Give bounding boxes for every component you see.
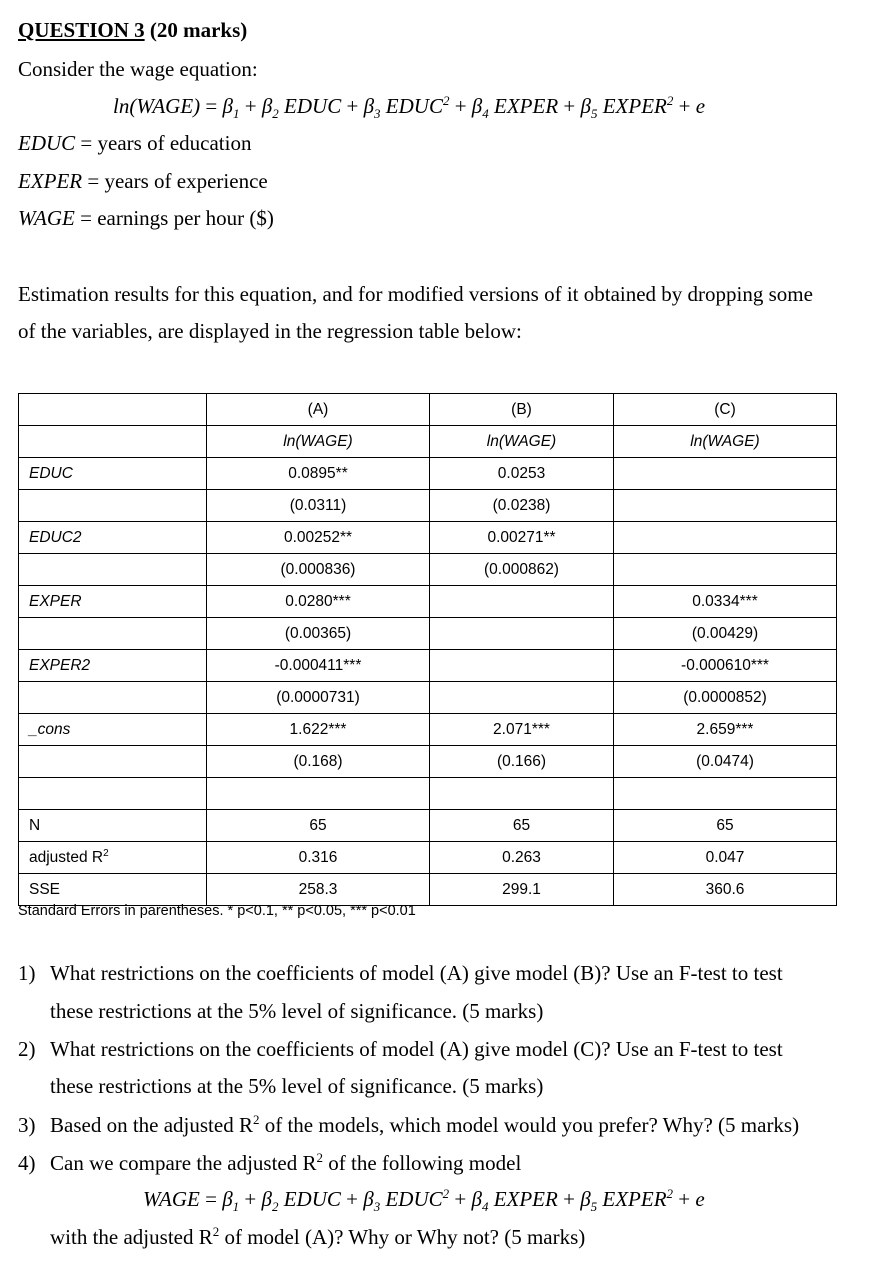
question-title <box>18 18 247 43</box>
table-row: EDUC 0.0895** 0.0253 <box>19 458 837 490</box>
table-row-empty <box>19 778 837 810</box>
estimation-text-2: of the variables, are displayed in the regression table below: <box>18 319 522 343</box>
table-row: EXPER 0.0280*** 0.0334*** <box>19 586 837 618</box>
question-4-cont: with the adjusted $R^2$ of model (A)? Why or Why not? (5 marks) <box>50 1224 586 1249</box>
col-header-c: (C) <box>614 394 837 426</box>
table-row: (0.168) (0.166) (0.0474) <box>19 746 837 778</box>
definition-educ: EDUC = years of education <box>18 131 252 155</box>
wage-equation-2: WAGE = $\beta_1 + \beta_2$ EDUC + $\beta_3$ $EDUC^2 + \beta_4$ EXPER + $\beta_5$ $EXPER^2 + e$ <box>143 1186 705 1215</box>
question-2-cont: these restrictions at the 5% level of significance. (5 marks) <box>50 1074 544 1098</box>
dep-var-row <box>19 426 837 458</box>
question-2: 2) What restrictions on the coefficients of model (A) give model (C)? Use an F-test to test <box>18 1037 783 1061</box>
question-3: 3) Based on the adjusted $R^2$ of the models, which model would you prefer? Why? (5 marks) <box>18 1112 800 1137</box>
dep-var-c: ln(WAGE) <box>614 426 837 458</box>
wage-equation: ln(WAGE) = $\beta_1 + \beta_2$ EDUC + $\beta_3$ $EDUC^2 + \beta_4$ EXPER + $\beta_5$ $EXPER^2 + e$ <box>113 93 706 122</box>
table-row: (0.000836) (0.000862) <box>19 554 837 586</box>
question-label: QUESTION 3 <box>18 18 145 42</box>
table-row: EDUC2 0.00252** 0.00271** <box>19 522 837 554</box>
dep-var-a: ln(WAGE) <box>207 426 430 458</box>
definition-wage: WAGE = earnings per hour ($) <box>18 206 274 230</box>
table-row: (0.00365) (0.00429) <box>19 618 837 650</box>
regression-table <box>18 393 837 906</box>
question-1: 1) What restrictions on the coefficients of model (A) give model (B)? Use an F-test to test <box>18 961 783 985</box>
question-1-cont: these restrictions at the 5% level of significance. (5 marks) <box>50 999 544 1023</box>
definition-exper: EXPER = years of experience <box>18 169 268 193</box>
table-row: (0.0311) (0.0238) <box>19 490 837 522</box>
dep-var-b: ln(WAGE) <box>430 426 614 458</box>
col-header-a: (A) <box>207 394 430 426</box>
col-header-b: (B) <box>430 394 614 426</box>
table-row: (0.0000731) (0.0000852) <box>19 682 837 714</box>
table-header-row <box>19 394 837 426</box>
question-4: 4) Can we compare the adjusted $R^2$ of the following model <box>18 1150 522 1175</box>
estimation-text-1: Estimation results for this equation, and for modified versions of it obtained by dropping some <box>18 282 813 306</box>
question-marks: (20 marks) <box>149 18 248 42</box>
table-row: _cons 1.622*** 2.071*** 2.659*** <box>19 714 837 746</box>
equation-lhs: ln(WAGE) <box>113 94 201 118</box>
table-note: Standard Errors in parentheses. * p<0.1, ** p<0.05, *** p<0.01 <box>18 903 416 919</box>
stat-row-n: N 65 65 65 <box>19 810 837 842</box>
intro-text: Consider the wage equation: <box>18 57 258 81</box>
stat-row-adj-r2: adjusted $R^2$ 0.316 0.263 0.047 <box>19 842 837 874</box>
stat-row-sse: SSE 258.3 299.1 360.6 <box>19 874 837 906</box>
table-row: EXPER2 -0.000411*** -0.000610*** <box>19 650 837 682</box>
